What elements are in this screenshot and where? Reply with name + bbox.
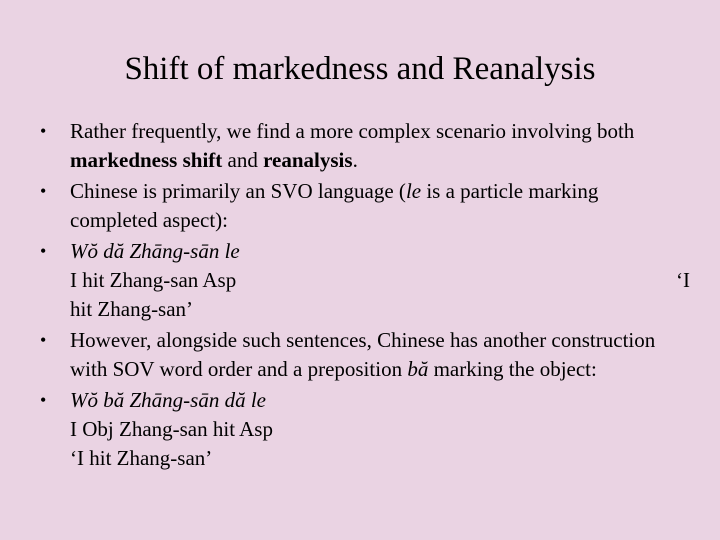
bullet-icon: •: [40, 121, 47, 141]
text-run: .: [352, 148, 358, 172]
example-sentence: Wŏ bă Zhāng-sān dă le: [70, 388, 266, 412]
bold-term: reanalysis: [263, 148, 353, 172]
italic-term: bă: [407, 357, 429, 381]
slide-title: Shift of markedness and Reanalysis: [124, 51, 596, 87]
gloss: I Obj Zhang-san hit Asp: [70, 417, 273, 441]
bullet-text: [70, 179, 598, 232]
bullet-text: [70, 328, 655, 381]
bullet-list: [40, 117, 690, 475]
translation: ‘I hit Zhang-san’: [70, 446, 213, 470]
bullet-item-svo: [40, 177, 690, 235]
italic-term: le: [405, 179, 422, 203]
bullet-icon: •: [40, 181, 47, 201]
text-run: marking the object:: [428, 357, 597, 381]
bullet-icon: •: [40, 330, 47, 350]
text-run: and: [222, 148, 264, 172]
bullet-icon: •: [40, 390, 47, 410]
bullet-text: [70, 119, 634, 172]
bold-term: markedness shift: [70, 148, 223, 172]
bullet-item-sov: [40, 326, 690, 384]
text-run: Chinese is primarily an SVO language (: [70, 179, 406, 203]
gloss-line: [70, 266, 690, 295]
text-run: Rather frequently, we find a more complex scenario involving both: [70, 119, 635, 143]
example-sentence: Wŏ dă Zhāng-sān le: [70, 239, 240, 263]
bullet-item-example-svo: [40, 237, 690, 324]
bullet-icon: •: [40, 241, 47, 261]
translation-end: hit Zhang-san’: [70, 297, 194, 321]
gloss: I hit Zhang-san Asp: [70, 268, 237, 292]
bullet-item-markedness: [40, 117, 690, 175]
text-run: However, alongside such sentences, Chinese has another construction with SOV word order and a preposition: [70, 328, 656, 381]
translation-start: ‘I: [676, 268, 690, 292]
bullet-item-example-sov: [40, 386, 690, 473]
text-run: is a particle marking completed aspect):: [70, 179, 599, 232]
